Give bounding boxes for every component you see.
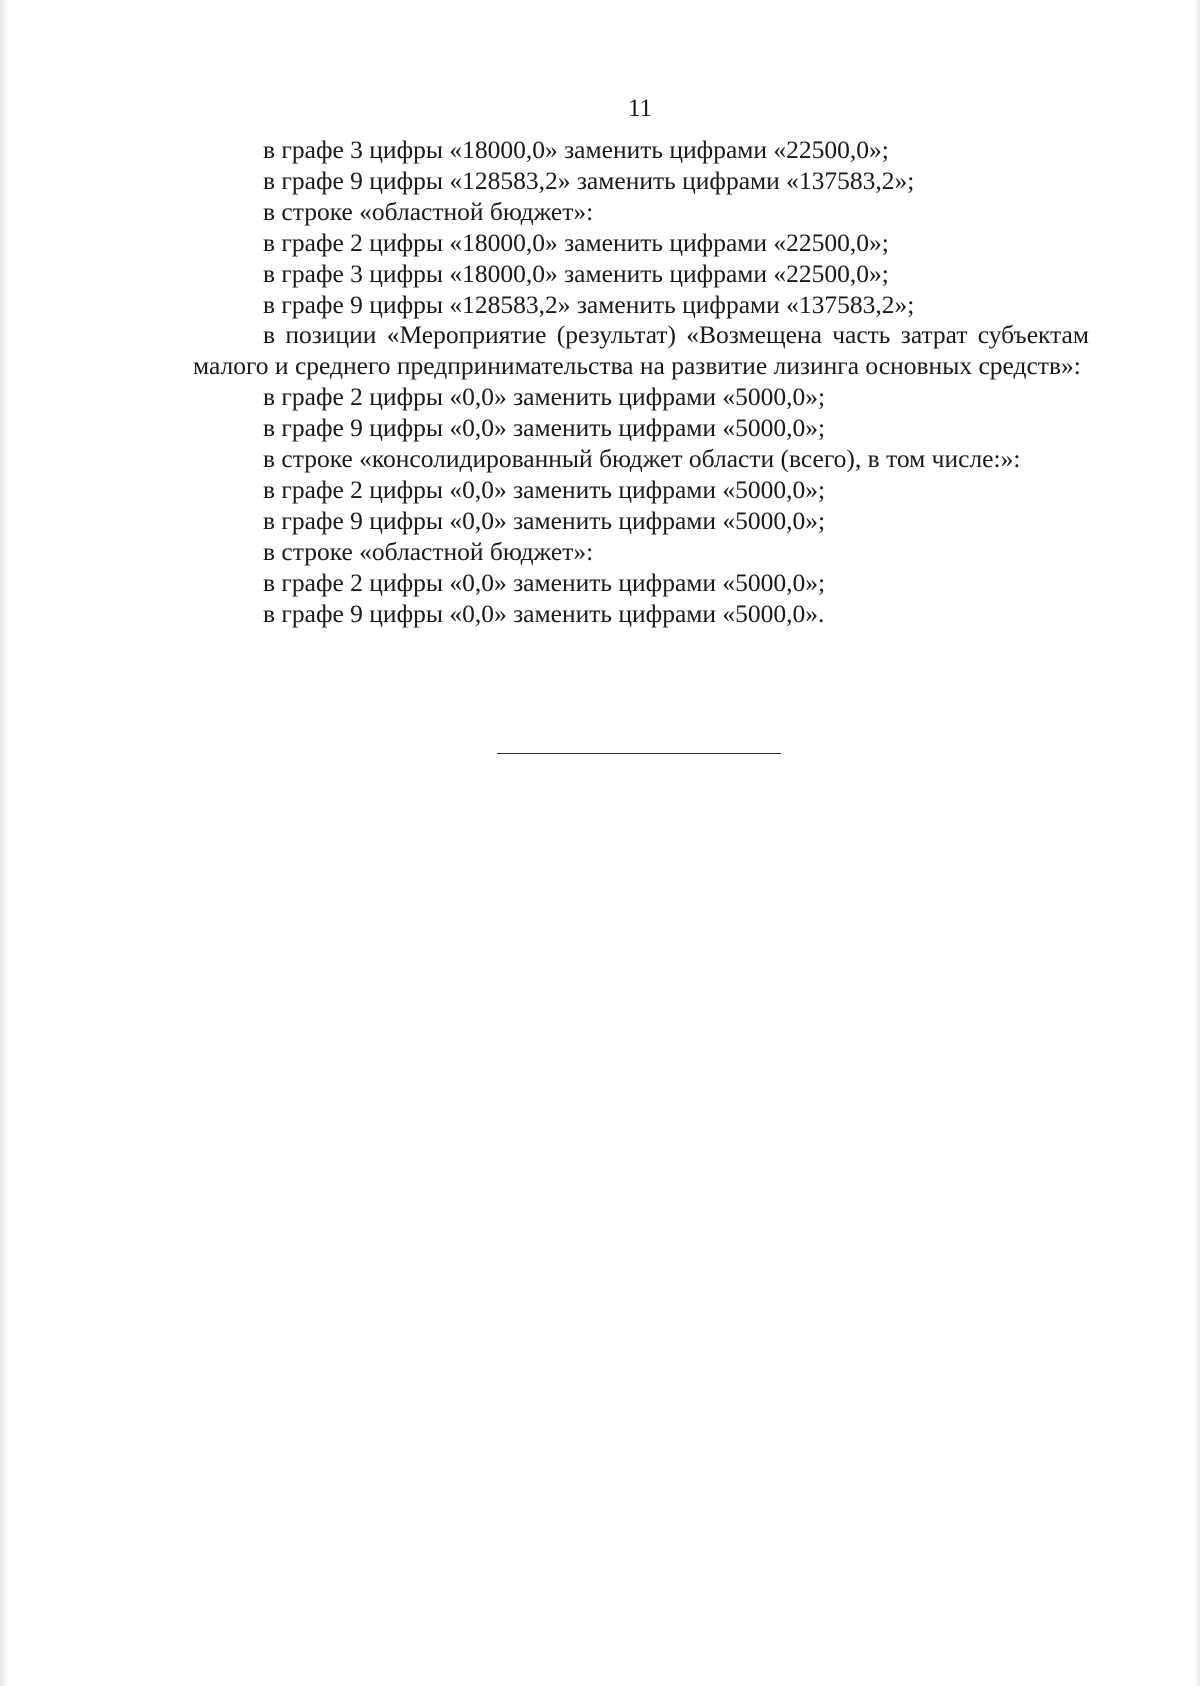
- end-divider-line: [497, 753, 781, 754]
- paragraph: в графе 3 цифры «18000,0» заменить цифрами «22500,0»;: [263, 135, 889, 164]
- document-body: [193, 135, 1089, 630]
- paragraph: в графе 2 цифры «0,0» заменить цифрами «5000,0»;: [263, 382, 826, 412]
- paragraph: в графе 2 цифры «0,0» заменить цифрами «5000,0»;: [263, 567, 826, 597]
- scan-edge-right: [1194, 0, 1200, 1686]
- paragraph: в графе 2 цифры «0,0» заменить цифрами «5000,0»;: [263, 474, 826, 504]
- paragraph: в строке «областной бюджет»:: [263, 196, 594, 226]
- scan-edge-left: [0, 0, 8, 1686]
- paragraph: в графе 9 цифры «0,0» заменить цифрами «5000,0»;: [263, 505, 826, 535]
- page-number: 11: [627, 95, 653, 122]
- paragraph: в графе 9 цифры «0,0» заменить цифрами «5000,0»;: [263, 413, 826, 443]
- paragraph: в графе 9 цифры «128583,2» заменить цифрами «137583,2»;: [263, 165, 915, 195]
- paragraph: в графе 2 цифры «18000,0» заменить цифрами «22500,0»;: [263, 227, 889, 257]
- paragraph: в позиции «Мероприятие (результат) «Возмещена часть затрат субъектам малого и среднего предпринимательства на развитие лизинга основных средств»:: [193, 320, 1089, 381]
- paragraph: в строке «консолидированный бюджет области (всего), в том числе:»:: [263, 444, 1021, 474]
- paragraph: в графе 3 цифры «18000,0» заменить цифрами «22500,0»;: [263, 258, 889, 288]
- paragraph: в строке «областной бюджет»:: [263, 536, 594, 566]
- paragraph: в графе 9 цифры «128583,2» заменить цифрами «137583,2»;: [263, 289, 915, 319]
- paragraph: в графе 9 цифры «0,0» заменить цифрами «5000,0».: [263, 598, 825, 628]
